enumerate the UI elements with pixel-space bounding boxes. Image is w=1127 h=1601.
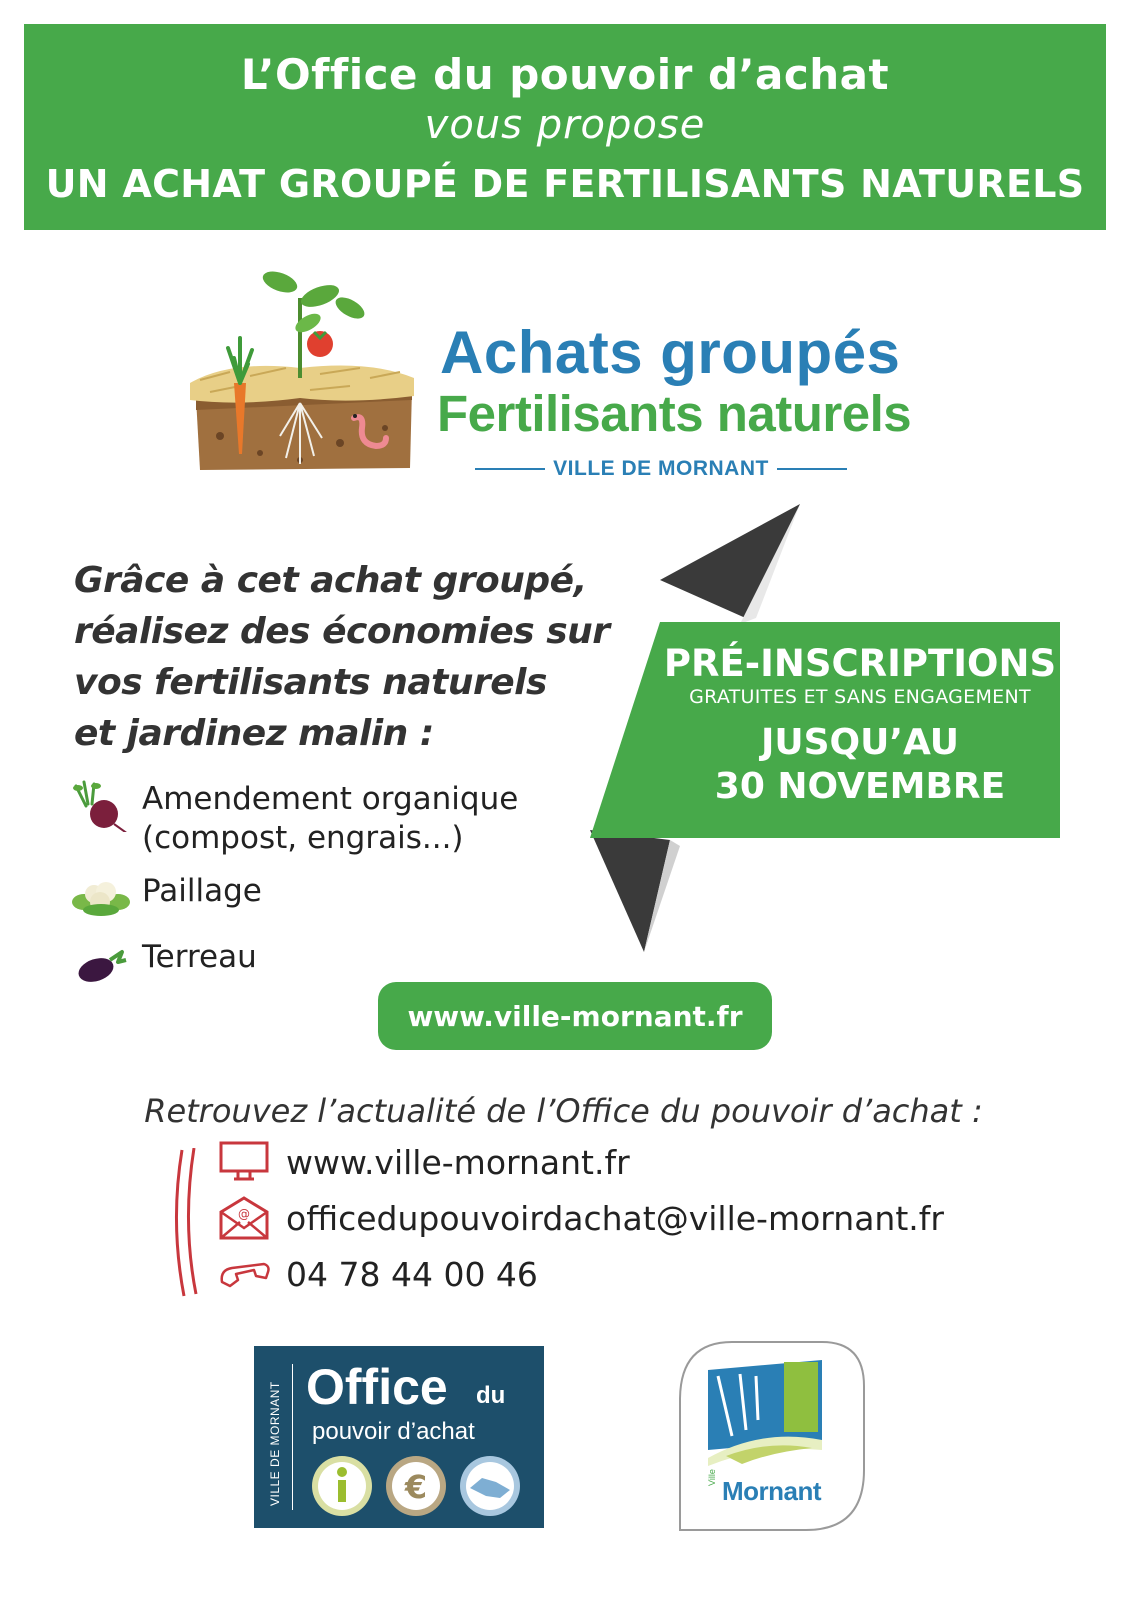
- eggplant-icon: [70, 938, 132, 990]
- divider: [292, 1364, 293, 1510]
- header-tagline: vous propose: [424, 102, 706, 148]
- pre-registration-box: [590, 622, 1060, 838]
- product-label: Amendement organique: [142, 781, 519, 817]
- list-item: [70, 872, 630, 924]
- city-caption: [475, 454, 847, 484]
- office-logo-side-text: VILLE DE MORNANT: [268, 1381, 282, 1506]
- cauliflower-icon: [70, 872, 132, 924]
- email-icon: [218, 1196, 270, 1240]
- decorative-lines: [172, 1148, 212, 1298]
- product-detail: (compost, engrais...): [142, 820, 464, 856]
- contact-text[interactable]: 04 78 44 00 46: [286, 1254, 538, 1294]
- intro-line: réalisez des économies sur: [74, 611, 610, 652]
- list-item: [70, 780, 630, 858]
- deadline-line1: JUSQU’AU: [760, 722, 960, 763]
- promo-subtitle: GRATUITES ET SANS ENGAGEMENT: [689, 686, 1031, 708]
- intro-line: Grâce à cet achat groupé,: [74, 560, 587, 601]
- city-name: VILLE DE MORNANT: [553, 457, 769, 480]
- contact-website[interactable]: [218, 1140, 630, 1184]
- intro-line: et jardinez malin :: [74, 713, 434, 754]
- intro-paragraph: [74, 555, 634, 759]
- divider: [777, 468, 847, 470]
- contact-text[interactable]: officedupouvoirdachat@ville-mornant.fr: [286, 1198, 944, 1238]
- contact-phone[interactable]: [218, 1252, 538, 1296]
- office-logo-icons: [310, 1452, 530, 1520]
- product-label: Terreau: [142, 939, 257, 975]
- divider: [475, 468, 545, 470]
- city-logo-prefix: Ville: [707, 1469, 717, 1486]
- monitor-icon: [218, 1140, 270, 1184]
- intro-line: vos fertilisants naturels: [74, 662, 547, 703]
- news-heading: Retrouvez l’actualité de l’Office du pouvoir d’achat :: [144, 1092, 983, 1130]
- deadline-line2: 30 NOVEMBRE: [714, 766, 1006, 807]
- product-label: Paillage: [142, 873, 262, 909]
- beetroot-icon: [70, 780, 132, 832]
- product-list: [70, 780, 630, 1004]
- garden-soil-illustration: [190, 268, 420, 478]
- office-logo-title: Office: [306, 1359, 448, 1415]
- office-logo-du: du: [476, 1382, 506, 1409]
- city-logo-name: Mornant: [722, 1476, 822, 1506]
- svg-text:€: €: [404, 1468, 428, 1506]
- achats-groupes-title: Achats groupés: [440, 319, 901, 386]
- header-headline: UN ACHAT GROUPÉ DE FERTILISANTS NATURELS: [45, 162, 1085, 206]
- svg-text:@: @: [238, 1207, 250, 1221]
- office-pouvoir-achat-logo: [254, 1346, 544, 1528]
- header-banner: [24, 24, 1106, 230]
- promo-title: PRÉ-INSCRIPTIONS: [663, 642, 1057, 685]
- contact-text[interactable]: www.ville-mornant.fr: [286, 1142, 630, 1182]
- contact-email[interactable]: [218, 1196, 944, 1240]
- office-logo-subtitle: pouvoir d’achat: [312, 1418, 475, 1445]
- website-link-button[interactable]: www.ville-mornant.fr: [378, 982, 772, 1050]
- fertilisants-subtitle: Fertilisants naturels: [437, 385, 912, 442]
- phone-icon: [218, 1252, 270, 1296]
- header-title: L’Office du pouvoir d’achat: [240, 50, 890, 99]
